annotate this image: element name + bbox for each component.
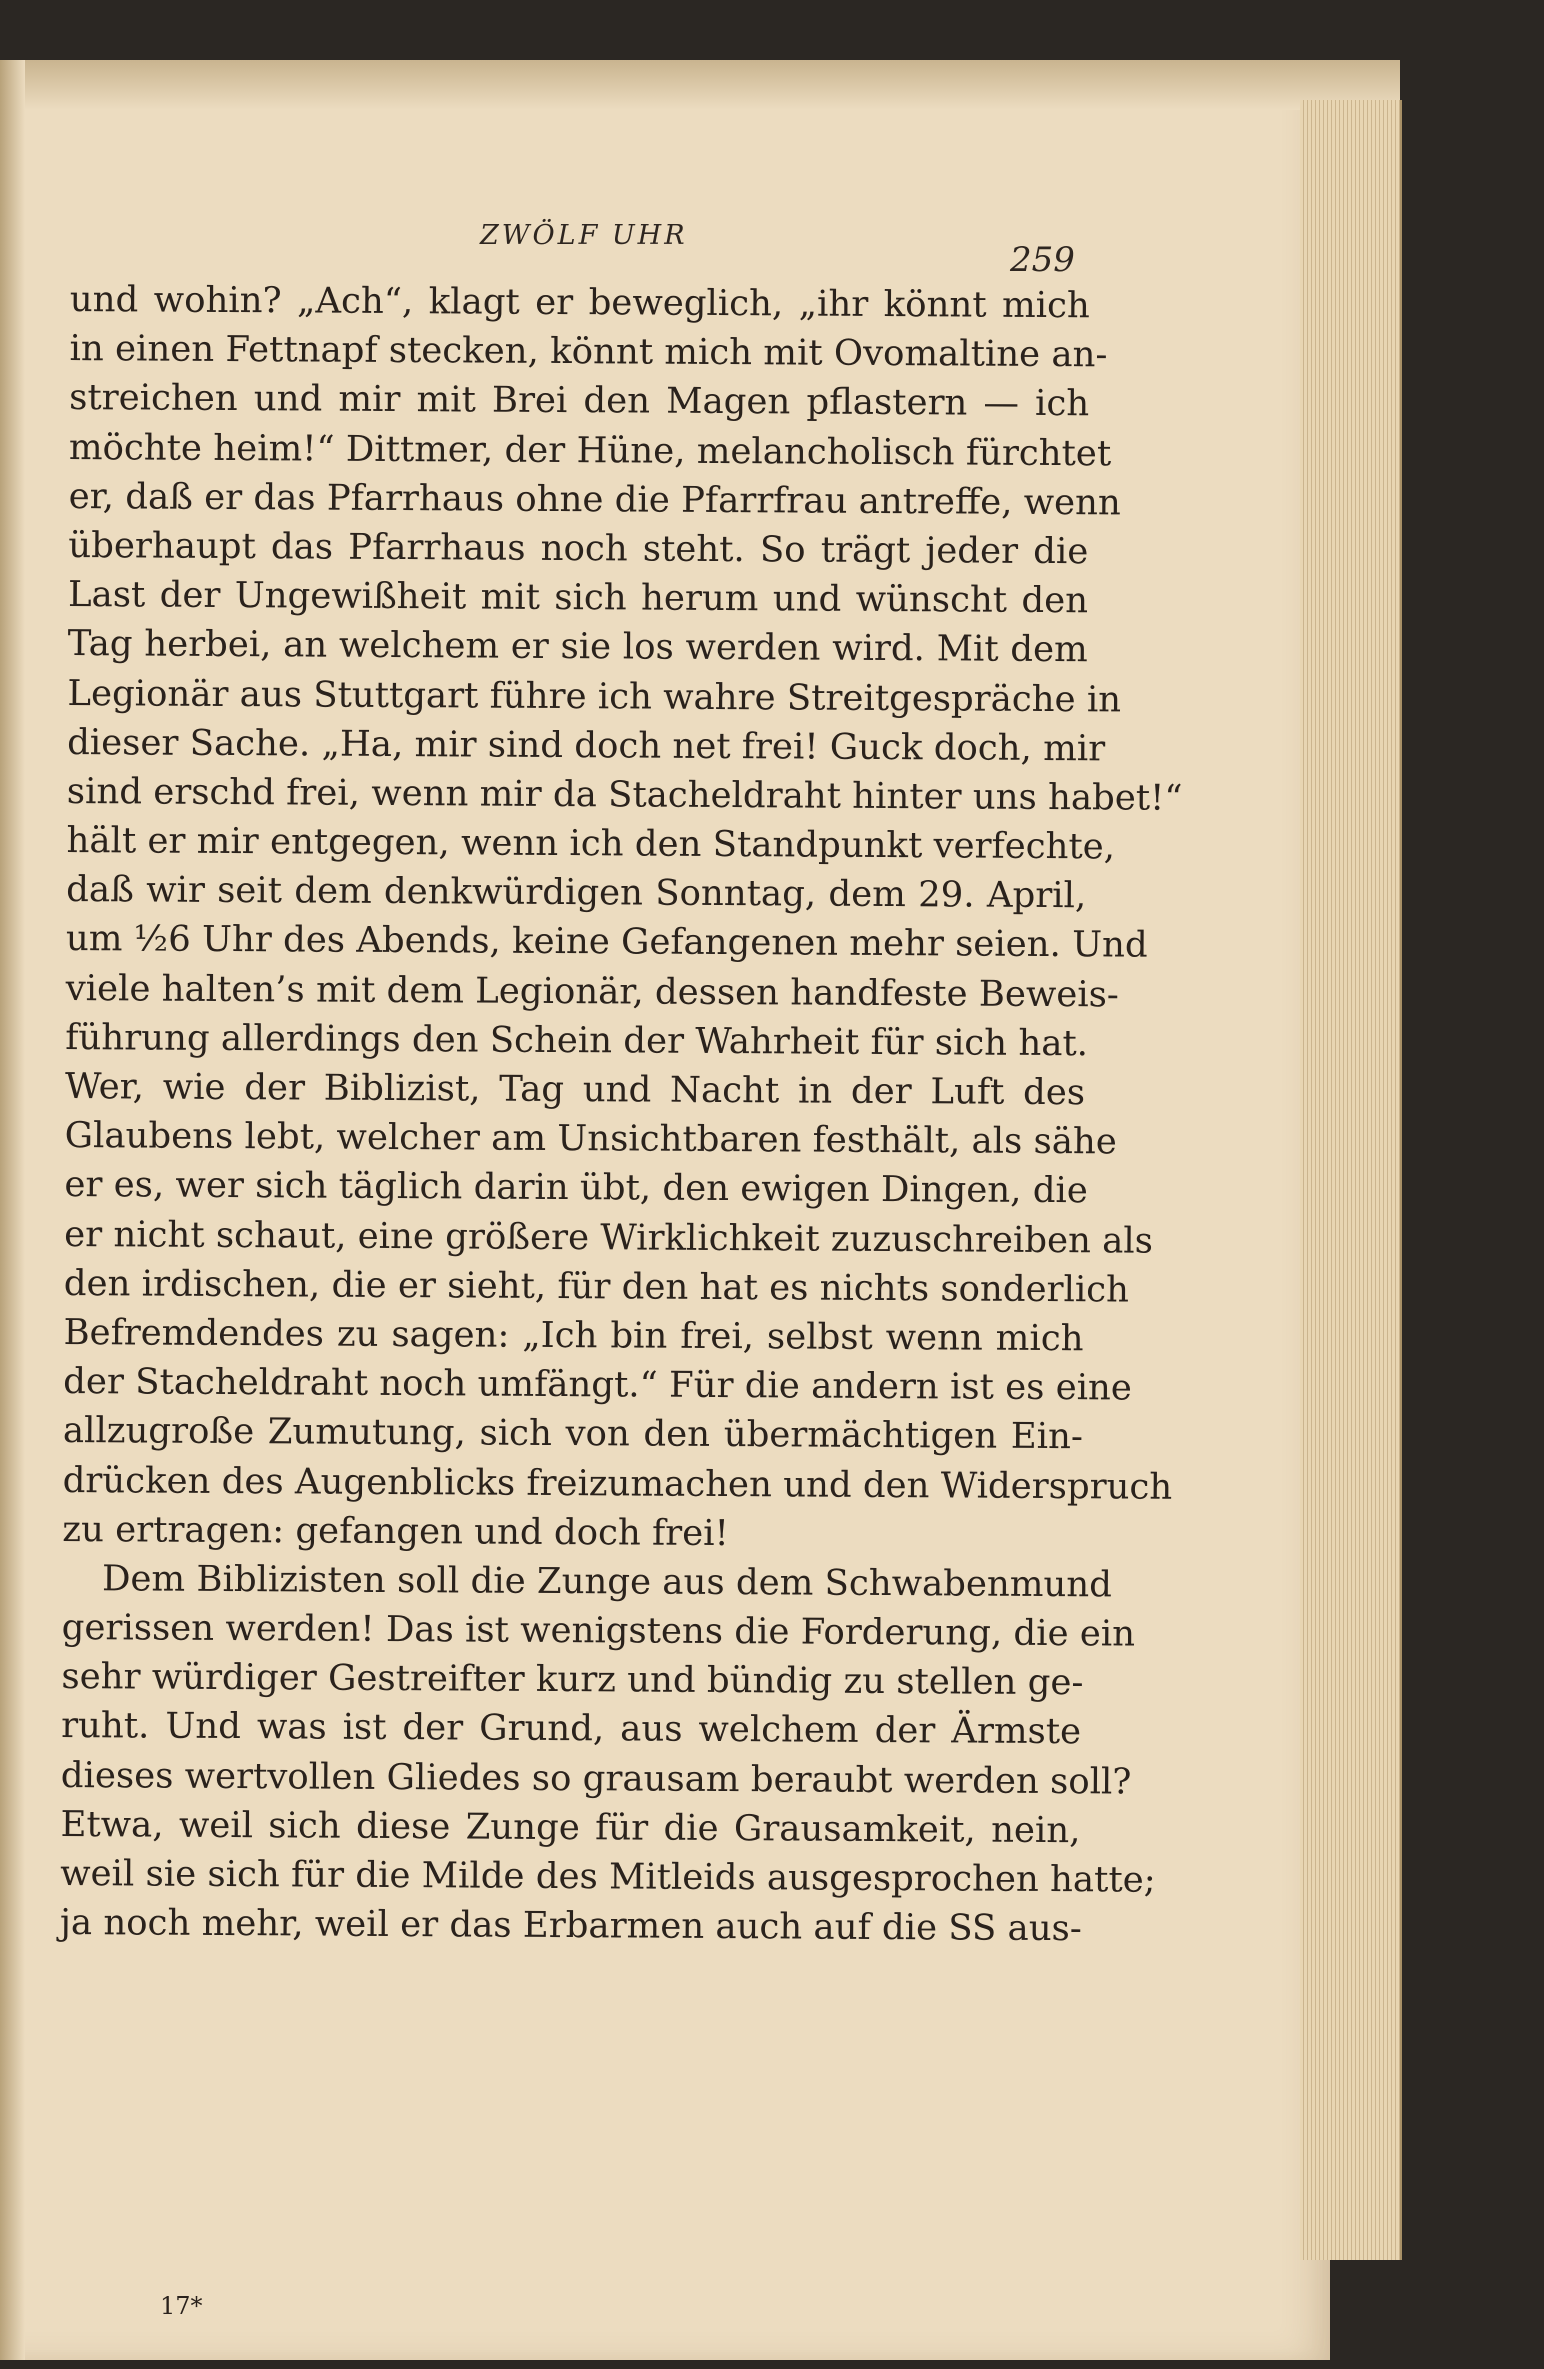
text-line: überhaupt das Pfarrhaus noch steht. So trägt jeder die (68, 524, 1089, 573)
page-stack-edges (1300, 100, 1402, 2260)
text-line: den irdischen, die er sieht, für den hat es nichts sonderlich (63, 1262, 1130, 1311)
text-line: er nicht schaut, eine größere Wirklichkeit zuzuschreiben als (64, 1213, 1154, 1262)
text-line: drücken des Augenblicks freizumachen und den Widerspruch (62, 1459, 1173, 1508)
text-line: Wer, wie der Biblizist, Tag und Nacht in der Luft des (64, 1065, 1086, 1114)
body-text (59, 275, 1183, 1954)
text-line: Tag herbei, an welchem er sie los werden wird. Mit dem (67, 623, 1088, 671)
text-line: viele halten’s mit dem Legionär, dessen handfeste Beweis- (65, 967, 1119, 1016)
text-line: Legionär aus Stuttgart führe ich wahre Streitgespräche in (67, 672, 1122, 720)
text-line: führung allerdings den Schein der Wahrheit für sich hat. (65, 1016, 1089, 1065)
text-line: dieser Sache. „Ha, mir sind doch net frei! Guck doch, mir (67, 721, 1106, 770)
text-line: Befremdendes zu sagen: „Ich bin frei, selbst wenn mich (63, 1311, 1084, 1360)
text-line: streichen und mir mit Brei den Magen pflastern — ich (69, 377, 1090, 425)
text-line: allzugroße Zumutung, sich von den übermächtigen Ein- (62, 1410, 1084, 1458)
text-line: Etwa, weil sich diese Zunge für die Grausamkeit, nein, (60, 1803, 1081, 1852)
text-line: zu ertragen: gefangen und doch frei! (62, 1508, 729, 1554)
text-line: sind erschd frei, wenn mir da Stacheldraht hinter uns habet!“ (66, 770, 1183, 819)
page-gutter (0, 60, 25, 2360)
text-line: möchte heim!“ Dittmer, der Hüne, melancholisch fürchtet (68, 426, 1112, 474)
text-line: Last der Ungewißheit mit sich herum und wünscht den (67, 574, 1089, 622)
text-line: daß wir seit dem denkwürdigen Sonntag, dem 29. April, (66, 869, 1087, 917)
signature-mark: 17* (160, 2292, 203, 2320)
text-line: sehr würdiger Gestreifter kurz und bündig zu stellen ge- (61, 1656, 1084, 1704)
text-line: Glaubens lebt, welcher am Unsichtbaren festhält, als sähe (64, 1115, 1117, 1163)
text-line: und wohin? „Ach“, klagt er beweglich, „ihr könnt mich (69, 278, 1090, 327)
text-line: weil sie sich für die Milde des Mitleids ausgesprochen hatte; (60, 1852, 1156, 1901)
text-line: hält er mir entgegen, wenn ich den Standpunkt verfechte, (66, 820, 1116, 868)
text-line: ja noch mehr, weil er das Erbarmen auch auf die SS aus- (59, 1902, 1082, 1950)
running-head: ZWÖLF UHR (480, 220, 688, 251)
text-line: gerissen werden! Das ist wenigstens die Forderung, die ein (61, 1607, 1136, 1655)
text-line: in einen Fettnapf stecken, könnt mich mit Ovomaltine an- (69, 328, 1108, 376)
text-line: er, daß er das Pfarrhaus ohne die Pfarrfrau antreffe, wenn (68, 475, 1121, 524)
text-line: um ½6 Uhr des Abends, keine Gefangenen mehr seien. Und (65, 918, 1148, 967)
text-line: ruht. Und was ist der Grund, aus welchem der Ärmste (61, 1705, 1082, 1753)
text-line: der Stacheldraht noch umfängt.“ Für die andern ist es eine (63, 1361, 1133, 1409)
text-line: er es, wer sich täglich darin übt, den ewigen Dingen, die (64, 1164, 1088, 1212)
text-line: Dem Biblizisten soll die Zunge aus dem Schwabenmund (101, 1558, 1113, 1606)
page-number: 259 (1010, 240, 1075, 280)
page-top-edge (0, 60, 1400, 110)
text-line: dieses wertvollen Gliedes so grausam beraubt werden soll? (60, 1754, 1132, 1803)
